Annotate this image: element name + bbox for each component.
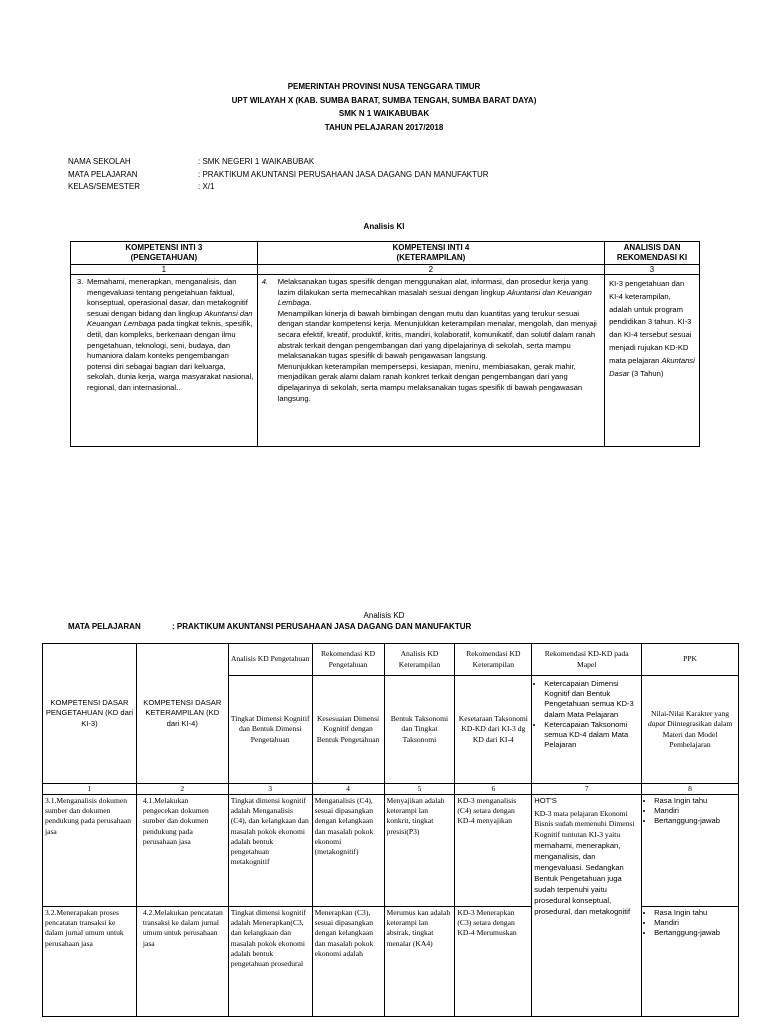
list-item: • Rasa Ingin tahu xyxy=(654,908,736,918)
info-value: : PRAKTIKUM AKUNTANSI PERUSAHAAN JASA DAGANG DAN MANUFAKTUR xyxy=(198,169,489,179)
column-number: 8 xyxy=(642,784,739,795)
ppk-cell xyxy=(642,795,739,907)
header-line-3: SMK N 1 WAIKABUBAK xyxy=(338,109,430,119)
kd4-cell: 4.1.Melakukan pengecekan dokumen sumber dan dokumen pendukung pada perusahaan jasa xyxy=(136,795,228,907)
column-number: 3 xyxy=(605,265,700,275)
kd3-cell: 3.1.Menganalisis dokumen sumber dan dokumen pendukung pada perusahaan jasa xyxy=(43,795,137,907)
kd3-header: KOMPETENSI DASAR PENGETAHUAN (KD dari KI-3) xyxy=(43,644,137,784)
hots-label: HOT'S xyxy=(534,796,557,805)
info-value: : SMK NEGERI 1 WAIKABUBAK xyxy=(198,157,315,166)
list-item: • Mandiri xyxy=(654,806,736,816)
mapel-rec-text-2: memahami, menerapkan, menganalisis, dan mengevaluasi. Sedangkan Bentuk Pengetahuan juga sudah terpenuhi yaitu prosedural konseptual, prosedural, dan metakognitif xyxy=(534,840,631,916)
column-number: 1 xyxy=(43,784,137,795)
info-row xyxy=(68,169,489,182)
ki3-content xyxy=(71,275,258,447)
header-line-2: UPT WILAYAH X (KAB. SUMBA BARAT, SUMBA TENGAH, SUMBA BARAT DAYA) xyxy=(231,95,537,105)
kd4-cell: 4.2.Melakukan pencatatan transaksi ke dalam jurnal umum untuk perusahaan jasa xyxy=(136,907,228,1017)
ki4-paragraph-2: Menampilkan kinerja di bawah bimbingan dengan mutu dan kuantitas yang terukur sesuai dengan standar kompetensi kerja. Menunjukkan keterampilan menalar, mengolah, dan menyaji secara efektif, kreatif, produktif, kritis, mandiri, kolaboratif, komunikatif, dan solutif dalam ranah abstrak terkait dengan pengembangan dari yang dipelajarinya di sekolah, serta mampu melaksanakan tugas spesifik di bawah pengawasan langsung. xyxy=(277,308,597,361)
list-item: • Ketercapaian Taksonomi semua KD-4 dalam Mata Pelajaran xyxy=(544,720,639,751)
column-number: 3 xyxy=(228,784,312,795)
ki4-paragraph-3: Menunjukkan keterampilan mempersepsi, kesiapan, meniru, membiasakan, gerak mahir, menjadikan gerak alami dalam ranah konkret terkait dengan pengembangan dari yang dipelajarinya di sekolah, serta mampu melaksanakan tugas spesifik di bawah pengawasan langsung. xyxy=(277,361,583,403)
rek-mapel-header: Rekomendasi KD-KD pada Mapel xyxy=(532,644,642,676)
column-number: 1 xyxy=(71,265,258,275)
analisis-ki-table xyxy=(70,241,700,447)
an-peng-cell: Tingkat dimensi kognitif adalah Menerapkan(C3, dan kelangkaan dan masalah pokok ekonomi adalah bentuk pengetahuan prosedural xyxy=(228,907,312,1017)
column-number: 2 xyxy=(136,784,228,795)
kd-mapel-label: MATA PELAJARAN xyxy=(68,622,141,631)
rekomendasi-content: KI-3 pengetahuan dan KI-4 keterampilan, adalah untuk program pendidikan 3 tahun. KI-3 dan KI-4 tersebut sesuai menjadi rujukan KD-KD mata pelajaran Akuntansi Dasar (3 Tahun) xyxy=(605,275,700,447)
an-ket-subheader: Bentuk Taksonomi dan Tingkat Taksonomi xyxy=(384,676,455,784)
ppk-subheader: Nilai-Nilai Karakter yang dapat Diintegrasikan dalam Materi dan Model Pembelajaran xyxy=(642,676,739,784)
table-row xyxy=(43,795,739,907)
column-number: 4 xyxy=(312,784,384,795)
column-number: 7 xyxy=(532,784,642,795)
list-item: • Mandiri xyxy=(654,918,736,928)
rek-ket-header: Rekomendasi KD Keterampilan xyxy=(455,644,532,676)
kd4-header: KOMPETENSI DASAR KETERAMPILAN (KD dari KI-4) xyxy=(136,644,228,784)
rek-mapel-subheader xyxy=(532,676,642,784)
ki3-header: KOMPETENSI INTI 3 (PENGETAHUAN) xyxy=(71,242,258,265)
an-peng-subheader: Tingkat Dimensi Kognitif dan Bentuk Dimensi Pengetahuan xyxy=(228,676,312,784)
column-number: 6 xyxy=(455,784,532,795)
analisis-kd-table xyxy=(42,643,739,1017)
rek-ket-cell: KD-3 menganalisis (C4) setara dengan KD-4 menyajikan xyxy=(455,795,532,907)
info-row xyxy=(68,181,489,194)
mapel-rec-text: KD-3 mata pelajaran Ekonomi Bisnis sudah memenuhi Dimensi Kognitif tuntutan KI-3 yaitu xyxy=(534,809,635,839)
ki3-text: Memahami, menerapkan, menganalisis, dan mengevaluasi tentang pengetahuan faktual, konseptual, operasional dasar, dan metakognitif sesuai dengan bidang dan lingkup Akuntansi dan Keuangan Lembaga pada tingkat teknis, spesifik, detil, dan kompleks, berkenaan dengan ilmu pengetahuan, teknologi, seni, budaya, dan humaniora dalam konteks pengembangan potensi diri sebagai bagian dari keluarga, sekolah, dunia kerja, warga masyarakat nasional, regional, dan internasional.. xyxy=(87,277,254,392)
an-ket-cell: Menyajikan adalah keterampi lan konkrit, tingkat presisi(P3) xyxy=(384,795,455,907)
rek-peng-cell: Menganalisis (C4), sesuai dipasangkan dengan kelangkaan dan masalah pokok ekonomi (metakognitif) xyxy=(312,795,384,907)
ki3-number: 3. xyxy=(77,277,84,286)
header-line-1: PEMERINTAH PROVINSI NUSA TENGGARA TIMUR xyxy=(287,82,481,91)
school-info xyxy=(68,156,489,194)
ki4-paragraph-1: Melaksanakan tugas spesifik dengan menggunakan alat, informasi, dan prosedur kerja yang lazim dilakukan serta memecahkan masalah sesuai dengan lingkup Akuntansi dan Keuangan Lembaga. xyxy=(277,277,592,308)
info-label: NAMA SEKOLAH xyxy=(68,157,131,166)
ki4-content xyxy=(257,275,604,447)
list-item: • Rasa Ingin tahu xyxy=(654,796,736,806)
analisis-ki-title: Analisis KI xyxy=(363,222,405,231)
analisis-kd-title: Analisis KD xyxy=(363,611,405,620)
rek-peng-subheader: Kesesuaian Dimensi Kognitif dengan Bentuk Pengetahuan xyxy=(312,676,384,784)
an-ket-cell: Merumus kan adalah keterampi lan abstrak, tingkat menalar (KA4) xyxy=(384,907,455,1017)
rek-peng-cell: Menerapkan (C3), sesuai dipasangkan dengan kelangkaan dan masalah pokok ekonomi adalah xyxy=(312,907,384,1017)
list-item: • Ketercapaian Dimensi Kognitif dan Bentuk Pengetahuan semua KD-3 dalam Mata Pelajaran xyxy=(544,679,639,720)
info-label: KELAS/SEMESTER xyxy=(68,182,141,192)
list-item: • Bertanggung-jawab xyxy=(654,816,736,826)
kd3-cell: 3.2.Menerapakan proses pencatatan transaksi ke dalam jurnal umum untuk perusahaan jasa xyxy=(43,907,137,1017)
an-ket-header: Analisis KD Keterampilan xyxy=(384,644,455,676)
info-row xyxy=(68,156,489,169)
header-line-4: TAHUN PELAJARAN 2017/2018 xyxy=(324,122,444,132)
rek-peng-header: Rekomendasi KD Pengetahuan xyxy=(312,644,384,676)
an-peng-header: Analisis KD Pengetahuan xyxy=(228,644,312,676)
rek-ket-cell: KD-3 Menerapkan (C3) setara dengan KD-4 Merumuskan xyxy=(455,907,532,1017)
info-label: MATA PELAJARAN xyxy=(68,169,138,179)
rekomendasi-header: ANALISIS DAN REKOMENDASI KI xyxy=(605,242,700,265)
column-number: 2 xyxy=(257,265,604,275)
ppk-header: PPK xyxy=(642,644,739,676)
info-value: : X/1 xyxy=(198,182,215,192)
rek-mapel-cell xyxy=(532,795,642,1017)
kd-mapel-value: : PRAKTIKUM AKUNTANSI PERUSAHAAN JASA DAGANG DAN MANUFAKTUR xyxy=(172,622,472,631)
an-peng-cell: Tingkat dimensi kognitif adalah Menganalisis (C4), dan kelangkaan dan masalah pokok ekonomi adalah bentuk pengetahuan metakognitif xyxy=(228,795,312,907)
document-header xyxy=(0,80,768,134)
rek-ket-subheader: Kesetaraan Taksonomi KD-KD dari KI-3 dg KD dari KI-4 xyxy=(455,676,532,784)
list-item: • Bertanggung-jawab xyxy=(654,928,736,938)
ki4-number: 4. xyxy=(261,277,269,286)
column-number: 5 xyxy=(384,784,455,795)
kd-mapel-line xyxy=(68,622,471,631)
ki4-header: KOMPETENSI INTI 4 (KETERAMPILAN) xyxy=(257,242,604,265)
ppk-cell xyxy=(642,907,739,1017)
